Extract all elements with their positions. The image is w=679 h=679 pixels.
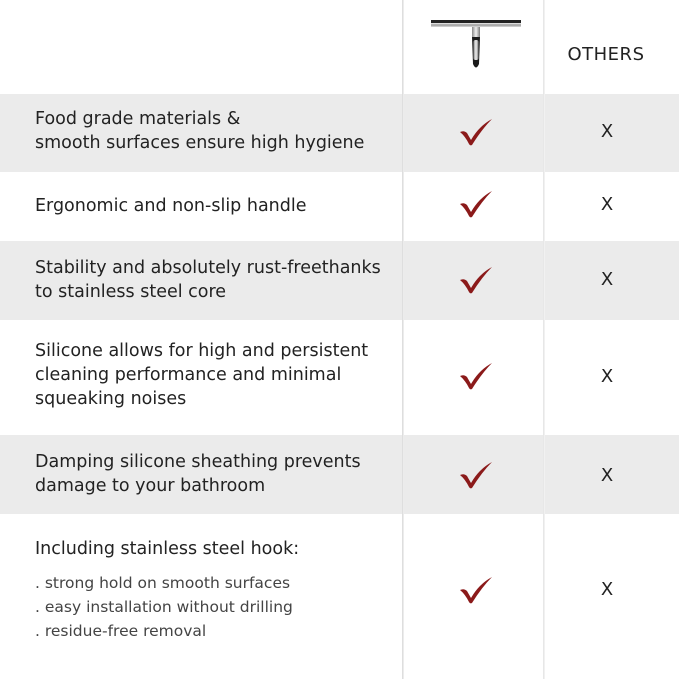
sub-item: . strong hold on smooth surfaces bbox=[35, 574, 291, 592]
check-icon bbox=[458, 362, 494, 390]
feature-line: to stainless steel core bbox=[35, 282, 227, 302]
column-divider-others bbox=[543, 0, 545, 679]
feature-line: Ergonomic and non-slip handle bbox=[35, 196, 307, 216]
feature-text-6 bbox=[35, 537, 299, 561]
cross-mark: X bbox=[600, 366, 614, 387]
check-icon bbox=[458, 576, 494, 604]
feature-text-4 bbox=[35, 339, 368, 411]
feature-line: Silicone allows for high and persistent bbox=[35, 341, 369, 361]
feature-line: Including stainless steel hook: bbox=[35, 539, 300, 559]
feature-line: smooth surfaces ensure high hygiene bbox=[35, 133, 365, 153]
others-column-header: OTHERS bbox=[567, 44, 645, 65]
check-icon bbox=[458, 118, 494, 146]
feature-line: Damping silicone sheathing prevents bbox=[35, 452, 361, 472]
cross-mark: X bbox=[600, 579, 614, 600]
feature-text-5 bbox=[35, 450, 361, 498]
feature-line: squeaking noises bbox=[35, 389, 187, 409]
column-divider-product bbox=[402, 0, 404, 679]
cross-mark: X bbox=[600, 269, 614, 290]
cross-mark: X bbox=[600, 121, 614, 142]
sub-item: . residue-free removal bbox=[35, 622, 207, 640]
feature-text-1 bbox=[35, 107, 364, 155]
feature-text-3 bbox=[35, 256, 381, 304]
check-icon bbox=[458, 190, 494, 218]
feature-text-2 bbox=[35, 194, 307, 218]
feature-line: Stability and absolutely rust-freethanks bbox=[35, 258, 381, 278]
feature-line: Food grade materials & bbox=[35, 109, 241, 129]
cross-mark: X bbox=[600, 465, 614, 486]
feature-line: cleaning performance and minimal bbox=[35, 365, 342, 385]
sub-item: . easy installation without drilling bbox=[35, 598, 293, 616]
check-icon bbox=[458, 461, 494, 489]
feature-sublist-6 bbox=[35, 571, 293, 643]
check-icon bbox=[458, 266, 494, 294]
squeegee-icon bbox=[426, 16, 526, 76]
feature-line: damage to your bathroom bbox=[35, 476, 266, 496]
cross-mark: X bbox=[600, 194, 614, 215]
